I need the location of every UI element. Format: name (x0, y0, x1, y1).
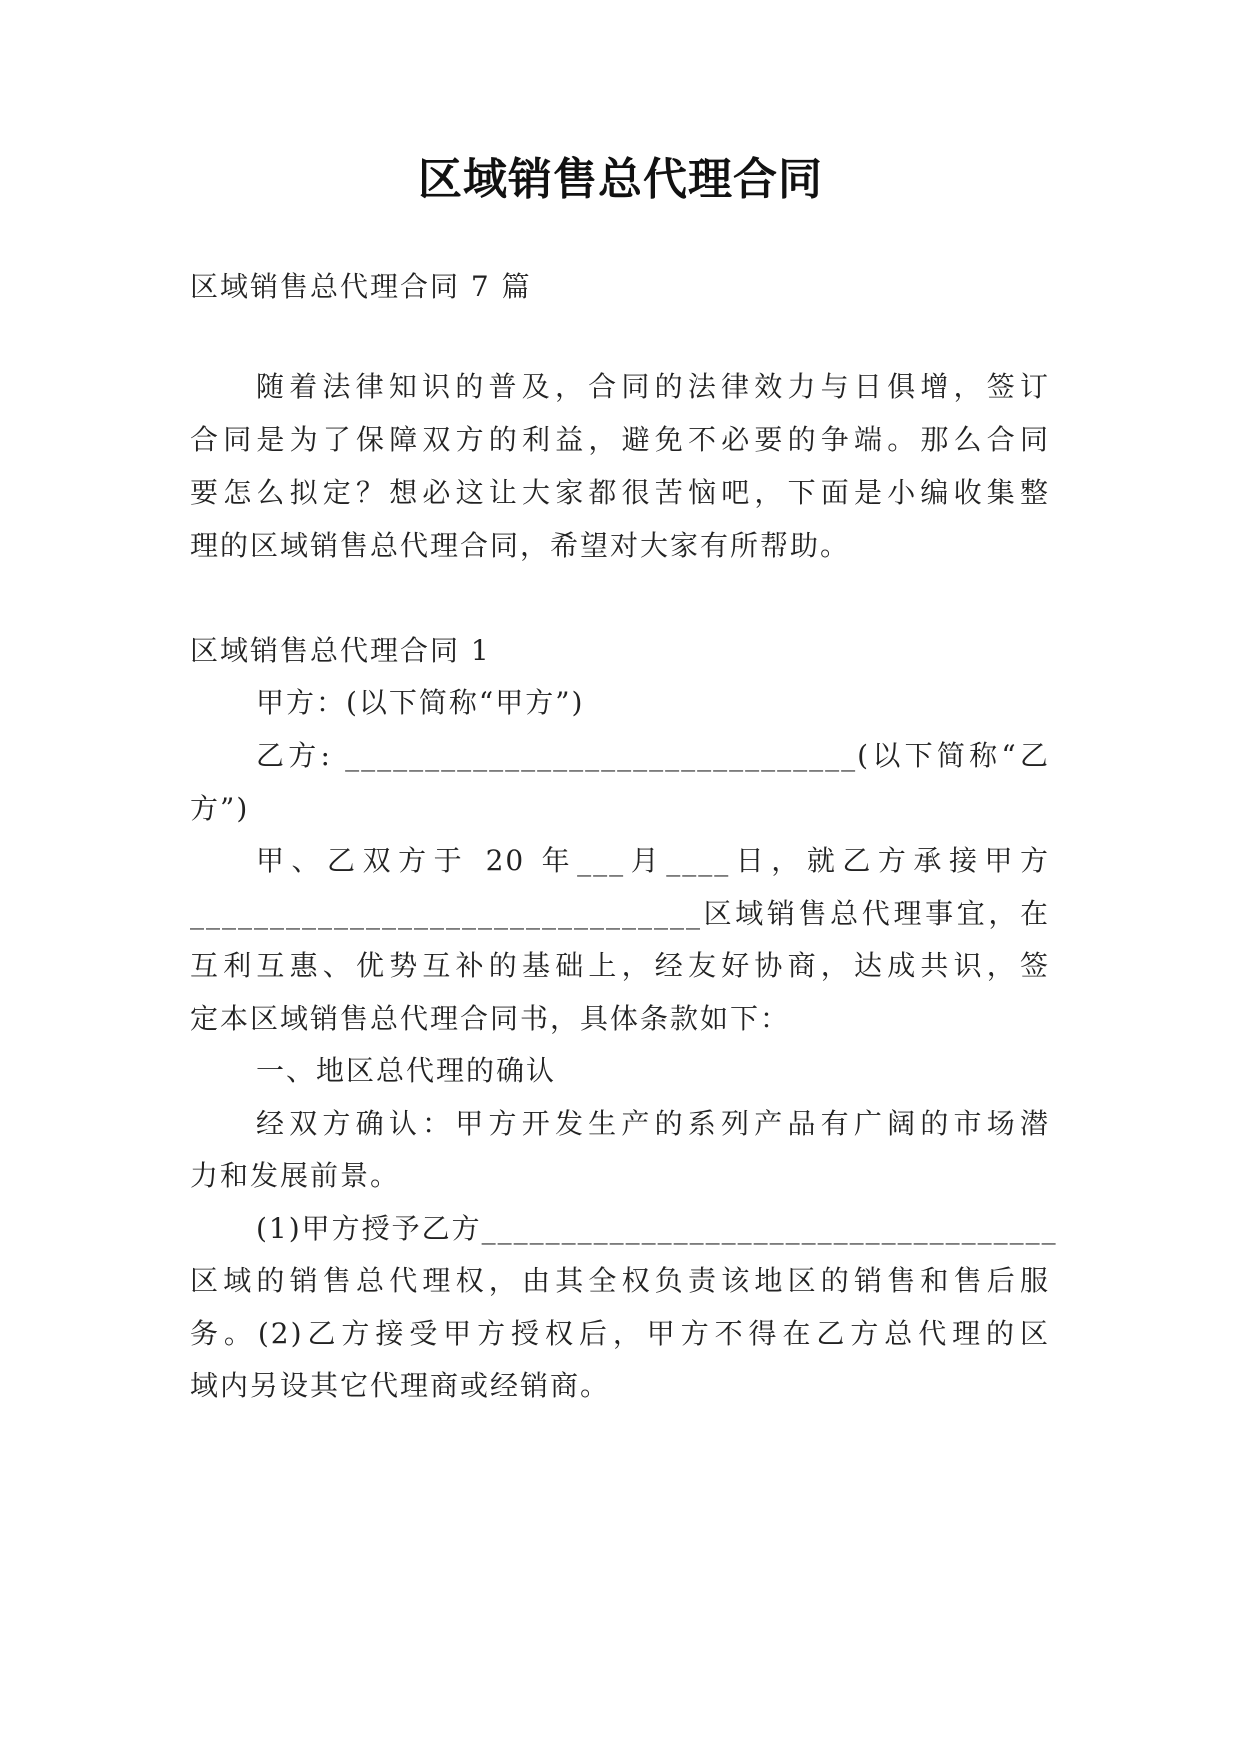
agreement-line-1: 甲、乙双方于 20 年___月____日，就乙方承接甲方 (256, 844, 1050, 877)
intro-line-3: 要怎么拟定？想必这让大家都很苦恼吧，下面是小编收集整 (190, 476, 1050, 509)
clause-heading: 一、地区总代理的确认 (256, 1054, 557, 1087)
agreement-line-3: 互利互惠、优势互补的基础上，经友好协商，达成共识，签 (190, 949, 1050, 982)
clause-item-line-1: (1)甲方授予乙方____________________________________ (256, 1212, 1058, 1245)
intro-line-1: 随着法律知识的普及，合同的法律效力与日俱增，签订 (256, 370, 1050, 403)
clause-text-line-1: 经双方确认：甲方开发生产的系列产品有广阔的市场潜 (256, 1107, 1050, 1140)
clause-item-line-2: 区域的销售总代理权，由其全权负责该地区的销售和售后服 (190, 1264, 1050, 1297)
clause-item-line-4: 域内另设其它代理商或经销商。 (190, 1369, 611, 1402)
agreement-line-4: 定本区域销售总代理合同书，具体条款如下： (190, 1002, 791, 1035)
agreement-line-2: ________________________________区域销售总代理事宜，在 (190, 897, 1050, 930)
clause-text-line-2: 力和发展前景。 (190, 1159, 401, 1192)
document-subtitle: 区域销售总代理合同 7 篇 (190, 270, 532, 303)
intro-line-2: 合同是为了保障双方的利益，避免不必要的争端。那么合同 (190, 423, 1050, 456)
party-b-line-2: 方”) (190, 792, 250, 825)
clause-item-line-3: 务。(2)乙方接受甲方授权后，甲方不得在乙方总代理的区 (190, 1317, 1050, 1350)
section-title: 区域销售总代理合同 1 (190, 634, 491, 667)
intro-line-4: 理的区域销售总代理合同，希望对大家有所帮助。 (190, 529, 851, 562)
party-b-line-1: 乙方: ________________________________(以下简称“乙 (256, 739, 1050, 772)
page-title: 区域销售总代理合同 (418, 154, 823, 205)
party-a-line: 甲方：(以下简称“甲方”) (256, 686, 585, 719)
